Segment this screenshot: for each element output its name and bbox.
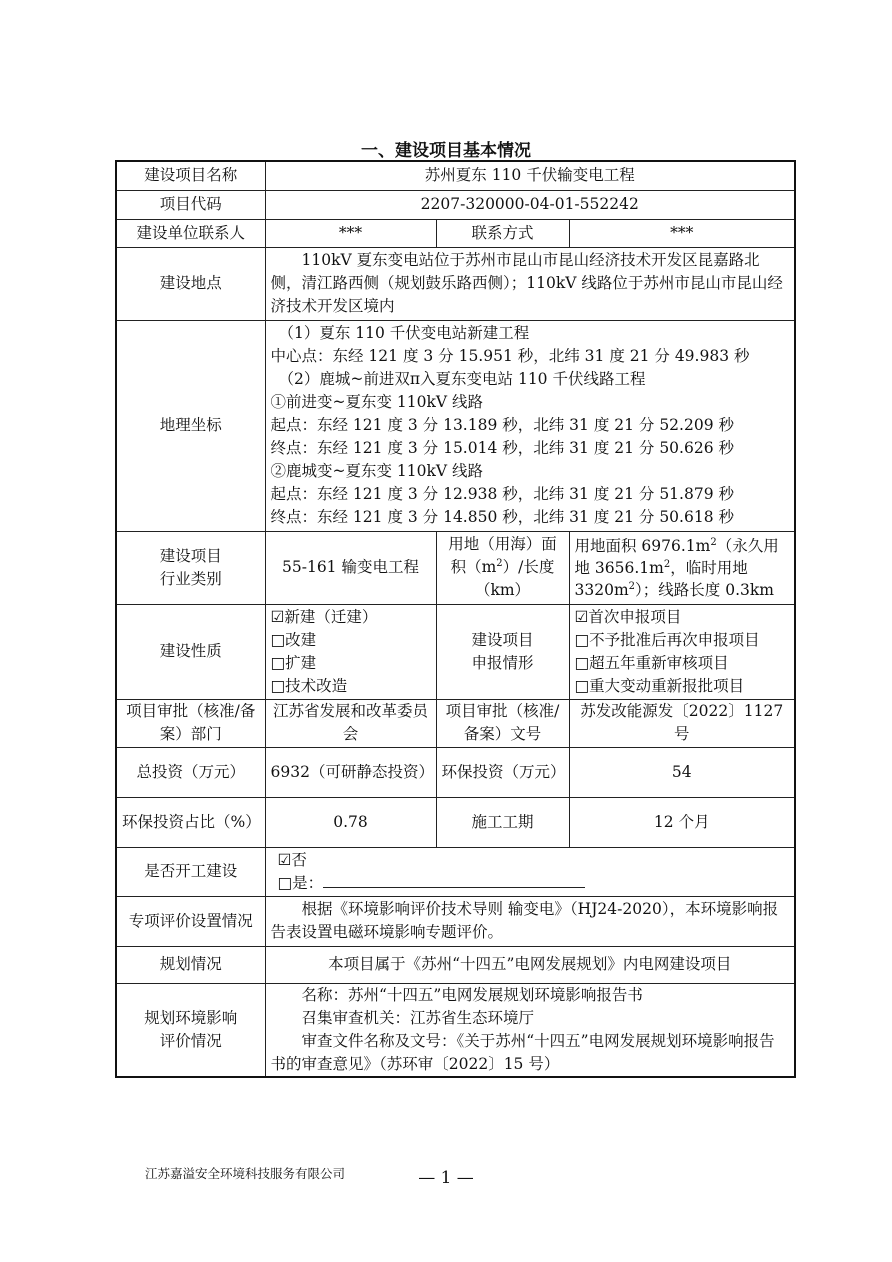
page-title: 一、建设项目基本情况 [361,141,531,161]
row-approval [116,699,795,747]
row-contact [116,219,795,247]
area-value-text: （永久用地 3656.1m [574,536,779,577]
row-plan-env [116,983,795,1077]
row-env-ratio [116,797,795,847]
row-industry [116,531,795,604]
area-value-sup: 2 [628,580,636,592]
geo-label: 地理坐标 [116,320,265,531]
plan-label: 规划情况 [116,946,265,983]
started-yes-blank [323,873,585,888]
nature-option-tech: □技术改造 [270,676,348,695]
invest-label: 总投资（万元） [116,747,265,797]
geo-line: ①前进变~夏东变 110kV 线路 [270,393,484,411]
started-option-no: ☑否 [277,850,307,869]
plan-env-name: 名称：苏州“十四五”电网发展规划环境影响报告书 [301,985,643,1004]
row-geo-coordinates [116,320,795,531]
env-ratio-label: 环保投资占比（%） [116,797,265,847]
geo-line: 终点：东经 121 度 3 分 14.850 秒，北纬 31 度 21 分 50.618 秒 [270,508,734,526]
area-label-sup: 2 [496,557,503,569]
approval-dept-value: 江苏省发展和改革委员会 [265,699,436,747]
special-label: 专项评价设置情况 [116,896,265,946]
nature-label: 建设性质 [116,604,265,699]
area-label [436,531,569,604]
project-name-value: 苏州夏东 110 千伏输变电工程 [265,161,795,190]
geo-line: 起点：东经 121 度 3 分 13.189 秒，北纬 31 度 21 分 52.209 秒 [270,416,734,434]
special-value: 根据《环境影响评价技术导则 输变电》（HJ24-2020），本环境影响报告表设置电磁环境影响专题评价。 [265,896,795,946]
area-label-text: ）/长度（km） [474,558,555,599]
geo-line: （1）夏东 110 千伏变电站新建工程 [278,324,530,342]
footer-company: 江苏嘉溢安全环境科技服务有限公司 [145,1166,346,1181]
started-label: 是否开工建设 [116,847,265,896]
contact-method-value: *** [569,219,795,247]
declare-options [569,604,795,699]
geo-line: 中心点：东经 121 度 3 分 15.951 秒，北纬 31 度 21 分 49.983 秒 [270,347,750,365]
plan-env-label-line: 规划环境影响 [144,1008,238,1027]
declare-option-first: ☑首次申报项目 [574,607,682,626]
env-ratio-value: 0.78 [265,797,436,847]
area-value-sup: 2 [663,558,671,570]
contact-value: *** [265,219,436,247]
started-value [265,847,795,896]
industry-value: 55-161 输变电工程 [265,531,436,604]
industry-label-line: 行业类别 [159,569,222,588]
plan-env-document: 审查文件名称及文号：《关于苏州“十四五”电网发展规划环境影响报告书的审查意见》（苏环审〔2022〕15 号） [270,1031,775,1073]
approval-doc-value: 苏发改能源发〔2022〕1127号 [569,699,795,747]
plan-env-label-line: 评价情况 [159,1031,222,1050]
started-yes-text: □是： [277,873,324,892]
location-value: 110kV 夏东变电站位于苏州市昆山市昆山经济技术开发区昆嘉路北侧，清江路西侧（规划鼓乐路西侧）；110kV 线路位于苏州市昆山市昆山经济技术开发区境内 [265,247,795,320]
page-number: — 1 — [418,1168,474,1188]
started-option-yes [278,872,790,895]
plan-env-authority: 召集审查机关：江苏省生态环境厅 [301,1008,535,1027]
row-location [116,247,795,320]
area-label-text: 用地（用海）面积（m [448,535,557,576]
declare-label-line: 建设项目 [471,630,534,649]
area-value [569,531,795,604]
row-investment [116,747,795,797]
location-label: 建设地点 [116,247,265,320]
nature-options [265,604,436,699]
declare-option-resubmit: □不予批准后再次申报项目 [574,630,760,649]
declare-label [436,604,569,699]
nature-option-expand: □扩建 [270,653,317,672]
geo-line: 终点：东经 121 度 3 分 15.014 秒，北纬 31 度 21 分 50.626 秒 [270,439,734,457]
contact-method-label: 联系方式 [436,219,569,247]
geo-line: （2）鹿城~前进双π入夏东变电站 110 千伏线路工程 [278,370,646,388]
period-label: 施工工期 [436,797,569,847]
geo-value [265,320,795,531]
row-started [116,847,795,896]
row-plan [116,946,795,983]
area-value-sup: 2 [710,536,717,548]
row-project-code [116,190,795,219]
nature-option-rebuild: □改建 [270,630,317,649]
plan-value: 本项目属于《苏州“十四五”电网发展规划》内电网建设项目 [265,946,795,983]
area-value-text: ）；线路长度 0.3km [635,580,774,599]
project-name-label: 建设项目名称 [116,161,265,190]
project-info-table [115,160,796,1078]
industry-label-line: 建设项目 [159,546,222,565]
row-special-eval [116,896,795,946]
project-code-label: 项目代码 [116,190,265,219]
area-value-text: 用地面积 6976.1m [574,536,711,555]
geo-line: ②鹿城变~夏东变 110kV 线路 [270,462,484,480]
row-nature [116,604,795,699]
area-value-text: ，临时用地 3320m [574,558,748,599]
contact-label: 建设单位联系人 [116,219,265,247]
project-code-value: 2207-320000-04-01-552242 [265,190,795,219]
env-invest-value: 54 [569,747,795,797]
period-value: 12 个月 [569,797,795,847]
declare-label-line: 申报情形 [471,653,534,672]
nature-option-new: ☑新建（迁建） [270,607,378,626]
industry-label [116,531,265,604]
declare-option-recheck: □超五年重新审核项目 [574,653,729,672]
approval-doc-label: 项目审批（核准/备案）文号 [436,699,569,747]
plan-env-value [265,983,795,1077]
invest-value: 6932（可研静态投资） [265,747,436,797]
env-invest-label: 环保投资（万元） [436,747,569,797]
row-project-name [116,161,795,190]
approval-dept-label: 项目审批（核准/备案）部门 [116,699,265,747]
declare-option-change: □重大变动重新报批项目 [574,676,745,695]
geo-line: 起点：东经 121 度 3 分 12.938 秒，北纬 31 度 21 分 51.879 秒 [270,485,734,503]
plan-env-label [116,983,265,1077]
